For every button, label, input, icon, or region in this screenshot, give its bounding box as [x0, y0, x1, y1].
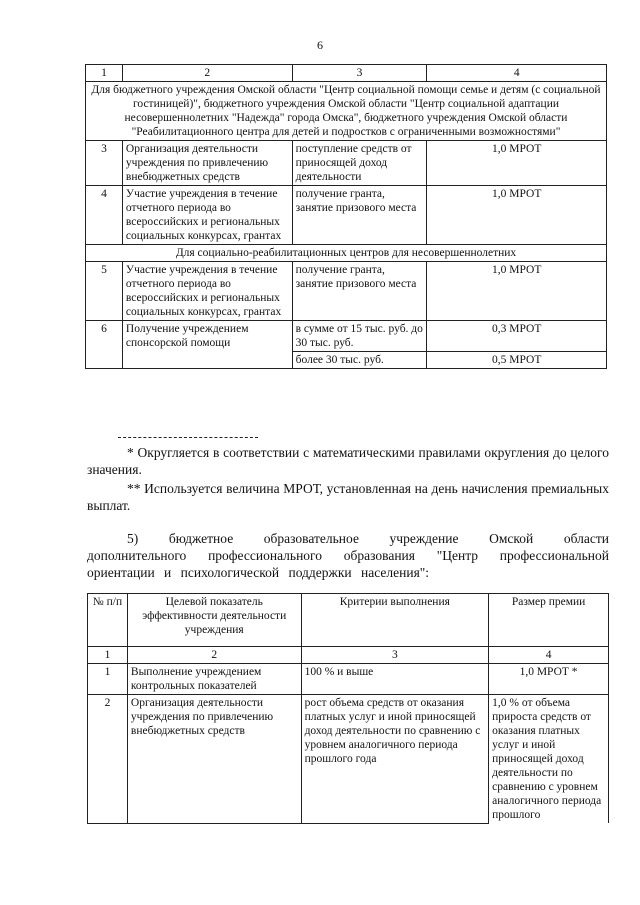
row-number: 3 — [86, 141, 123, 186]
criteria-cell: в сумме от 15 тыс. руб. до 30 тыс. руб. — [292, 321, 427, 352]
bonus-cell: 1,0 % от объема прироста средств от оказания платных услуг и иной приносящей доход деятельности по сравнению с уровнем аналогичного периода прошлого — [489, 695, 609, 824]
row-number: 5 — [86, 262, 123, 321]
table-row — [86, 321, 607, 352]
section-row — [86, 245, 607, 262]
table-row — [86, 262, 607, 321]
criteria-cell: получение гранта, занятие призового места — [292, 186, 427, 245]
table-header-row — [88, 594, 609, 647]
section-heading: Для социально-реабилитационных центров для несовершеннолетних — [86, 245, 607, 262]
footnote-1: * Округляется в соответствии с математическими правилами округления до целого значения. — [87, 445, 609, 477]
column-number: 4 — [489, 647, 609, 664]
table-row — [88, 695, 609, 824]
bonus-cell: 1,0 МРОТ — [427, 141, 607, 186]
header-cell: 3 — [292, 65, 427, 82]
footnote-separator — [118, 437, 258, 438]
header-cell: 1 — [86, 65, 123, 82]
criteria-table-2 — [87, 593, 609, 824]
header-cell: 4 — [427, 65, 607, 82]
bonus-cell: 1,0 МРОТ — [427, 186, 607, 245]
criteria-cell: более 30 тыс. руб. — [292, 352, 427, 369]
criteria-cell: поступление средств от приносящей доход деятельности — [292, 141, 427, 186]
table-header-row — [86, 65, 607, 82]
criteria-cell: 100 % и выше — [301, 664, 489, 695]
criteria-table-1 — [85, 64, 607, 369]
header-cell: Критерии выполнения — [301, 594, 489, 647]
page-number: 6 — [317, 38, 323, 52]
indicator-cell: Организация деятельности учреждения по привлечению внебюджетных средств — [127, 695, 301, 824]
table-row — [86, 141, 607, 186]
bonus-cell: 0,3 МРОТ — [427, 321, 607, 352]
item-5-paragraph: 5) бюджетное образовательное учреждение Омской области дополнительного профессионального образования "Центр профессиональной ориентации и психологической поддержки населения": — [87, 531, 609, 580]
indicator-cell: Организация деятельности учреждения по привлечению внебюджетных средств — [122, 141, 292, 186]
column-number: 2 — [127, 647, 301, 664]
indicator-cell: Участие учреждения в течение отчетного периода во всероссийских и региональных социальных конкурсах, грантах — [122, 262, 292, 321]
table-row — [86, 186, 607, 245]
footnote-2: ** Используется величина МРОТ, установленная на день начисления премиальных выплат. — [87, 481, 609, 513]
header-cell: № п/п — [88, 594, 128, 647]
bonus-cell: 1,0 МРОТ * — [489, 664, 609, 695]
section-row — [86, 82, 607, 141]
section-heading: Для бюджетного учреждения Омской области "Центр социальной помощи семье и детям (с социальной гостиницей)", бюджетного учреждения Омской области "Центр социальной адаптации несовершеннолетних "Надежда" города Омска", бюджетного учреждения Омской области "Реабилитационного центра для детей и подростков с ограниченными возможностями" — [86, 82, 607, 141]
indicator-cell: Получение учреждением спонсорской помощи — [122, 321, 292, 369]
row-number: 6 — [86, 321, 123, 369]
bonus-cell: 1,0 МРОТ — [427, 262, 607, 321]
bonus-cell: 0,5 МРОТ — [427, 352, 607, 369]
indicator-cell: Участие учреждения в течение отчетного периода во всероссийских и региональных социальных конкурсах, грантах — [122, 186, 292, 245]
row-number: 4 — [86, 186, 123, 245]
table-row — [88, 664, 609, 695]
criteria-cell: получение гранта, занятие призового места — [292, 262, 427, 321]
header-cell: 2 — [122, 65, 292, 82]
row-number: 1 — [88, 664, 128, 695]
row-number: 2 — [88, 695, 128, 824]
indicator-cell: Выполнение учреждением контрольных показателей — [127, 664, 301, 695]
header-cell: Целевой показатель эффективности деятельности учреждения — [127, 594, 301, 647]
column-number: 1 — [88, 647, 128, 664]
criteria-cell: рост объема средств от оказания платных услуг и иной приносящей доход деятельности по сравнению с уровнем аналогичного периода прошлого года — [301, 695, 489, 824]
numbering-row — [88, 647, 609, 664]
column-number: 3 — [301, 647, 489, 664]
header-cell: Размер премии — [489, 594, 609, 647]
